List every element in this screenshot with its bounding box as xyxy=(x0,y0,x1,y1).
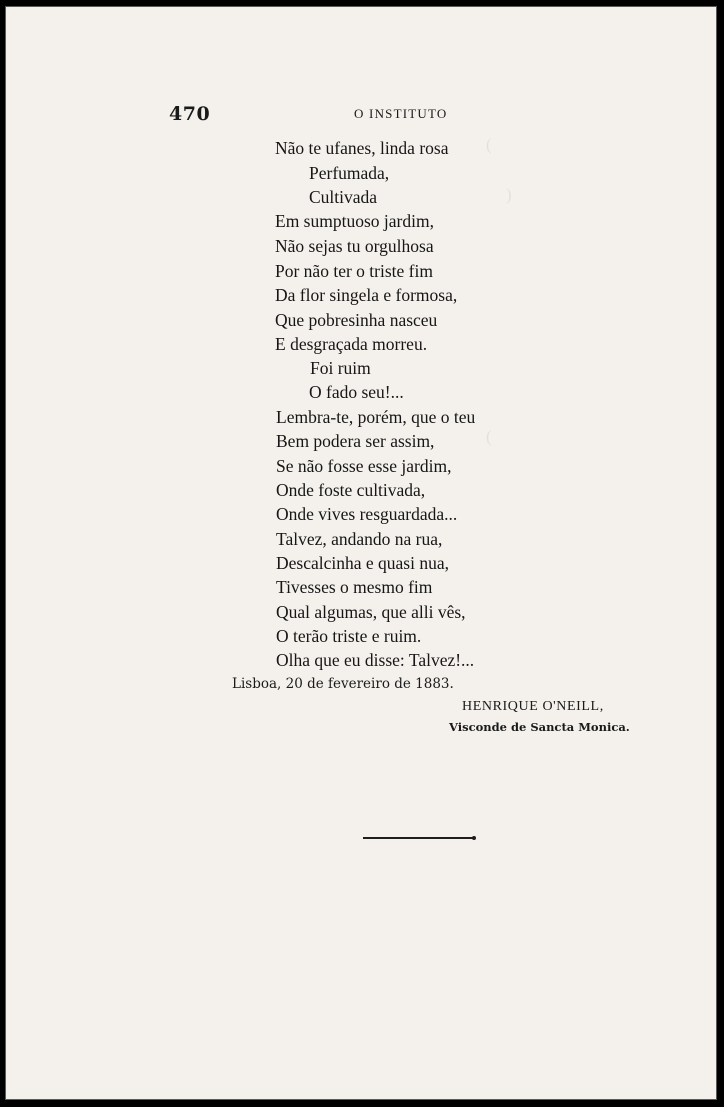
author-title: Visconde de Sancta Monica. xyxy=(449,720,630,734)
poem-line: Onde foste cultivada, xyxy=(276,480,426,500)
poem-line: Qual algumas, que alli vês, xyxy=(276,602,466,622)
poem-line: Onde vives resguardada... xyxy=(276,504,458,524)
poem-line: Da flor singela e formosa, xyxy=(275,285,458,305)
poem-line: Por não ter o triste fim xyxy=(275,261,433,281)
poem-line: Em sumptuoso jardim, xyxy=(275,211,434,231)
poem-line: Não te ufanes, linda rosa xyxy=(275,138,449,158)
poem-line: E desgraçada morreu. xyxy=(275,334,428,354)
poem-line: O fado seu!... xyxy=(309,382,404,402)
show-through-text: ( ) ( xyxy=(486,135,512,446)
author-name: HENRIQUE O'NEILL, xyxy=(462,699,604,714)
book-page xyxy=(5,6,717,1100)
dateline: Lisboa, 20 de fevereiro de 1883. xyxy=(232,676,454,692)
poem-line: Que pobresinha nasceu xyxy=(275,310,438,330)
poem-line: Não sejas tu orgulhosa xyxy=(275,236,434,256)
poem-line: Lembra-te, porém, que o teu xyxy=(276,407,476,427)
poem-line: Talvez, andando na rua, xyxy=(276,529,443,549)
poem-line: Bem podera ser assim, xyxy=(276,431,435,451)
poem-line: Descalcinha e quasi nua, xyxy=(276,553,449,573)
poem-line: O terão triste e ruim. xyxy=(276,626,422,646)
poem-line: Cultivada xyxy=(309,187,378,207)
poem-line: Foi ruim xyxy=(310,358,371,378)
section-divider xyxy=(363,837,473,839)
poem-line: Se não fosse esse jardim, xyxy=(276,456,452,476)
poem-line: Olha que eu disse: Talvez!... xyxy=(276,650,475,670)
page-number: 470 xyxy=(169,103,211,125)
running-head: O INSTITUTO xyxy=(354,106,448,121)
poem-line: Perfumada, xyxy=(309,163,390,183)
poem-line: Tivesses o mesmo fim xyxy=(276,577,433,597)
